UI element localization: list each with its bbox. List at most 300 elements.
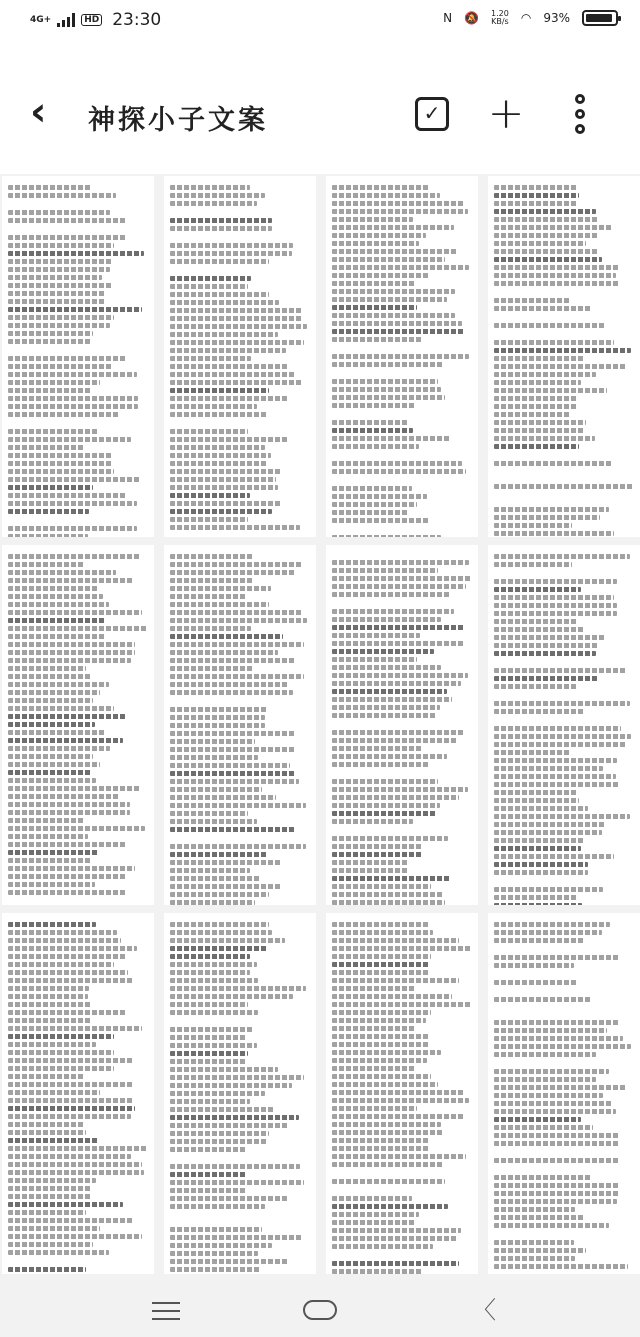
note-text-line	[494, 1264, 628, 1269]
note-text-line	[8, 922, 96, 927]
note-text-line	[8, 874, 127, 879]
note-text-line	[494, 1077, 596, 1082]
note-text-line	[332, 494, 427, 499]
note-text-line	[8, 594, 103, 599]
note-text-line	[8, 1218, 133, 1223]
note-text-line	[332, 568, 438, 573]
note-text-line	[170, 493, 250, 498]
note-text-line	[170, 884, 281, 889]
note-text-line	[170, 1267, 261, 1272]
note-text-line	[494, 579, 617, 584]
note-text-line	[332, 469, 466, 474]
note-text-line	[170, 193, 265, 198]
note-text-line	[170, 876, 261, 881]
note-text-line	[494, 484, 633, 489]
select-button[interactable]	[412, 94, 452, 134]
note-text-line	[332, 233, 426, 238]
note-text-line	[170, 811, 248, 816]
note-text-line	[494, 356, 585, 361]
note-text-line	[170, 938, 285, 943]
note-text-line	[170, 501, 281, 506]
note-text-line	[170, 185, 250, 190]
note-text-line	[332, 962, 430, 967]
note-text-line	[8, 762, 100, 767]
note-text-line	[332, 584, 466, 589]
note-text-line	[170, 827, 296, 832]
note-text-line	[332, 705, 440, 710]
note-card[interactable]	[2, 913, 154, 1274]
note-text-line	[494, 1199, 617, 1204]
note-text-line	[494, 854, 614, 859]
note-text-line	[332, 249, 458, 254]
status-right	[443, 10, 618, 26]
note-text-line	[170, 429, 248, 434]
note-text-line	[332, 978, 459, 983]
note-text-line	[8, 882, 95, 887]
note-text-line	[494, 1175, 592, 1180]
note-text-line	[494, 1085, 627, 1090]
note-text-line	[332, 868, 409, 873]
note-text-line	[170, 755, 258, 760]
note-text-line	[8, 267, 110, 272]
note-text-line	[170, 1243, 272, 1248]
note-text-line	[170, 930, 272, 935]
note-text-line	[8, 493, 126, 498]
note-text-line	[170, 1259, 288, 1264]
note-text-line	[8, 946, 137, 951]
note-text-line	[494, 1133, 619, 1138]
note-text-line	[494, 265, 620, 270]
note-text-line	[8, 283, 113, 288]
note-text-line	[332, 657, 417, 662]
add-button[interactable]	[486, 88, 526, 139]
note-text-line	[332, 337, 423, 342]
note-text-line	[8, 978, 133, 983]
note-text-line	[8, 618, 105, 623]
note-text-line	[8, 485, 93, 490]
note-text-line	[332, 1162, 443, 1167]
note-text-line	[170, 707, 268, 712]
note-text-line	[494, 193, 579, 198]
note-text-line	[332, 641, 465, 646]
note-text-line	[332, 289, 455, 294]
note-text-line	[170, 356, 251, 361]
note-card[interactable]	[326, 545, 478, 906]
note-text-line	[494, 1069, 609, 1074]
note-text-line	[170, 340, 304, 345]
note-text-line	[8, 1130, 86, 1135]
note-text-line	[332, 436, 451, 441]
note-text-line	[170, 554, 254, 559]
note-text-line	[8, 1042, 96, 1047]
note-text-line	[332, 1138, 430, 1143]
note-card[interactable]	[2, 176, 154, 537]
note-text-line	[332, 486, 412, 491]
note-text-line	[170, 300, 279, 305]
note-text-line	[170, 1164, 300, 1169]
note-text-line	[332, 510, 409, 515]
note-text-line	[170, 1083, 292, 1088]
note-text-line	[170, 461, 268, 466]
note-text-line	[170, 259, 269, 264]
note-text-line	[170, 412, 267, 417]
note-text-line	[494, 306, 591, 311]
note-text-line	[494, 955, 620, 960]
note-text-line	[8, 1058, 133, 1063]
note-text-line	[494, 611, 617, 616]
note-text-line	[494, 895, 577, 900]
note-text-line	[332, 1261, 459, 1266]
note-text-line	[332, 1236, 458, 1241]
note-text-line	[170, 1188, 247, 1193]
note-text-line	[170, 469, 282, 474]
note-text-line	[494, 635, 605, 640]
note-text-line	[170, 1172, 247, 1177]
note-text-line	[8, 461, 113, 466]
note-text-line	[332, 387, 441, 392]
note-text-line	[494, 603, 617, 608]
note-text-line	[494, 185, 577, 190]
note-text-line	[332, 922, 430, 927]
note-text-line	[332, 217, 413, 222]
note-text-line	[8, 1106, 135, 1111]
note-text-line	[332, 518, 429, 523]
note-card[interactable]	[488, 545, 640, 906]
note-text-line	[170, 731, 295, 736]
note-text-line	[494, 742, 627, 747]
note-text-line	[494, 233, 599, 238]
note-text-line	[494, 257, 602, 262]
note-text-line	[170, 276, 251, 281]
note-text-line	[8, 534, 88, 537]
app-bar	[0, 44, 640, 174]
note-text-line	[332, 665, 441, 670]
note-text-line	[8, 850, 98, 855]
note-text-line	[8, 562, 85, 567]
note-text-line	[170, 284, 248, 289]
note-text-line	[332, 281, 416, 286]
note-text-line	[332, 1130, 443, 1135]
note-card[interactable]	[164, 176, 316, 537]
note-text-line	[170, 1196, 288, 1201]
note-card[interactable]	[488, 913, 640, 1274]
note-text-line	[494, 372, 596, 377]
note-text-line	[8, 1034, 114, 1039]
note-text-line	[8, 1186, 91, 1191]
note-text-line	[494, 814, 630, 819]
network-speed: 1.20 KB/s	[491, 9, 509, 26]
note-text-line	[170, 1251, 258, 1256]
note-text-line	[494, 930, 602, 935]
note-text-line	[494, 1117, 581, 1122]
note-text-line	[8, 754, 93, 759]
note-card[interactable]	[164, 545, 316, 906]
status-left	[30, 10, 161, 30]
note-text-line	[8, 235, 127, 240]
note-text-line	[8, 388, 92, 393]
note-text-line	[332, 930, 433, 935]
note-text-line	[8, 1114, 131, 1119]
more-dot-icon	[575, 94, 585, 104]
note-text-line	[8, 658, 131, 663]
note-text-line	[494, 838, 585, 843]
note-text-line	[332, 1074, 431, 1079]
note-text-line	[170, 1059, 247, 1064]
note-text-line	[8, 1090, 100, 1095]
note-text-line	[170, 682, 289, 687]
note-text-line	[332, 681, 461, 686]
note-text-line	[8, 364, 112, 369]
note-text-line	[494, 436, 595, 441]
note-text-line	[494, 225, 613, 230]
note-text-line	[332, 633, 420, 638]
note-text-line	[8, 1178, 96, 1183]
note-text-line	[332, 938, 459, 943]
note-text-line	[494, 790, 577, 795]
plus-icon: +	[487, 88, 525, 139]
note-text-line	[8, 970, 128, 975]
note-text-line	[494, 774, 616, 779]
note-text-line	[8, 339, 91, 344]
note-text-line	[494, 997, 591, 1002]
note-text-line	[170, 946, 268, 951]
note-text-line	[8, 650, 135, 655]
note-text-line	[494, 870, 588, 875]
note-text-line	[8, 356, 126, 361]
note-text-line	[494, 963, 574, 968]
note-text-line	[332, 1082, 438, 1087]
note-text-line	[332, 1212, 419, 1217]
note-text-line	[8, 586, 99, 591]
note-text-line	[8, 706, 114, 711]
note-text-line	[8, 1010, 126, 1015]
note-text-line	[332, 852, 422, 857]
note-text-line	[332, 209, 468, 214]
note-text-line	[494, 420, 586, 425]
note-text-line	[494, 1044, 631, 1049]
note-text-line	[494, 1223, 609, 1228]
note-text-line	[170, 1147, 247, 1152]
note-text-line	[8, 501, 137, 506]
note-text-line	[332, 201, 464, 206]
note-text-line	[332, 1034, 430, 1039]
note-text-line	[494, 1240, 574, 1245]
battery-percent: 93%	[543, 11, 570, 25]
note-text-line	[494, 822, 605, 827]
note-text-line	[494, 1125, 593, 1130]
hd-badge: HD	[81, 14, 102, 26]
note-text-line	[332, 738, 458, 743]
note-text-line	[494, 887, 603, 892]
note-text-line	[8, 858, 92, 863]
note-text-line	[494, 862, 588, 867]
note-text-line	[332, 795, 459, 800]
note-card[interactable]	[326, 913, 478, 1274]
note-text-line	[332, 697, 452, 702]
note-text-line	[332, 428, 413, 433]
checkbox-icon: ✓	[415, 97, 449, 131]
note-card[interactable]	[164, 913, 316, 1274]
note-text-line	[8, 866, 135, 871]
note-text-line	[8, 994, 88, 999]
note-text-line	[332, 1220, 415, 1225]
note-text-line	[332, 403, 415, 408]
note-card[interactable]	[326, 176, 478, 537]
note-text-line	[494, 562, 572, 567]
note-text-line	[170, 316, 303, 321]
note-text-line	[170, 900, 255, 905]
note-text-line	[332, 900, 445, 905]
note-text-line	[8, 185, 92, 190]
note-text-line	[494, 1191, 619, 1196]
note-text-line	[494, 643, 599, 648]
note-text-line	[494, 428, 585, 433]
note-text-line	[332, 1042, 429, 1047]
note-text-line	[8, 1250, 109, 1255]
note-text-line	[494, 1215, 585, 1220]
note-text-line	[332, 185, 430, 190]
note-text-line	[494, 1101, 612, 1106]
note-text-line	[8, 412, 119, 417]
note-text-line	[494, 249, 599, 254]
note-text-line	[170, 1099, 250, 1104]
note-text-line	[170, 1107, 274, 1112]
note-text-line	[494, 273, 616, 278]
note-text-line	[8, 1234, 142, 1239]
note-text-line	[494, 1141, 620, 1146]
note-text-line	[170, 1180, 304, 1185]
chevron-left-icon[interactable]: ‹	[30, 89, 47, 135]
note-text-line	[332, 241, 419, 246]
note-text-line	[8, 698, 93, 703]
note-text-line	[494, 507, 609, 512]
note-text-line	[8, 746, 110, 751]
note-text-line	[494, 651, 596, 656]
note-text-line	[494, 734, 631, 739]
note-text-line	[8, 1194, 91, 1199]
note-text-line	[8, 570, 116, 575]
more-button[interactable]	[560, 94, 600, 134]
note-text-line	[170, 364, 288, 369]
note-text-line	[8, 1154, 131, 1159]
note-text-line	[332, 1154, 466, 1159]
note-text-line	[170, 978, 258, 983]
more-dot-icon	[575, 109, 585, 119]
note-text-line	[8, 243, 114, 248]
note-text-line	[170, 218, 272, 223]
note-text-line	[332, 1058, 427, 1063]
note-text-line	[8, 275, 102, 280]
note-text-line	[170, 994, 293, 999]
note-text-line	[8, 666, 86, 671]
note-text-line	[8, 786, 140, 791]
clock: 23:30	[112, 10, 162, 30]
note-text-line	[8, 682, 109, 687]
note-text-line	[332, 329, 464, 334]
note-text-line	[170, 453, 271, 458]
note-text-line	[332, 1018, 426, 1023]
note-card[interactable]	[488, 176, 640, 537]
notes-grid	[0, 176, 640, 1274]
note-text-line	[8, 938, 121, 943]
note-card[interactable]	[2, 545, 154, 906]
menu-icon[interactable]	[152, 1302, 180, 1320]
note-text-line	[8, 323, 110, 328]
note-text-line	[332, 502, 417, 507]
home-pill-icon[interactable]	[303, 1300, 337, 1320]
note-text-line	[8, 526, 137, 531]
note-text-line	[332, 1002, 471, 1007]
note-text-line	[8, 259, 112, 264]
note-text-line	[332, 265, 469, 270]
note-text-line	[8, 193, 116, 198]
note-text-line	[170, 404, 257, 409]
note-text-line	[8, 396, 138, 401]
note-text-line	[170, 803, 306, 808]
note-text-line	[170, 779, 299, 784]
note-text-line	[494, 209, 596, 214]
note-text-line	[170, 348, 286, 353]
note-text-line	[170, 1131, 269, 1136]
note-text-line	[494, 938, 585, 943]
note-text-line	[8, 554, 140, 559]
note-text-line	[8, 842, 126, 847]
note-text-line	[494, 980, 577, 985]
note-text-line	[170, 562, 303, 567]
note-text-line	[8, 218, 126, 223]
note-text-line	[8, 986, 89, 991]
note-text-line	[494, 412, 571, 417]
note-text-line	[8, 1267, 86, 1272]
note-text-line	[8, 1026, 142, 1031]
note-text-line	[332, 395, 445, 400]
page-title: 神探小子文案	[88, 105, 268, 136]
note-text-line	[494, 595, 614, 600]
back-arrow-icon[interactable]: 〈	[472, 1296, 496, 1324]
note-text-line	[332, 787, 468, 792]
note-text-line	[8, 962, 114, 967]
note-text-line	[494, 798, 579, 803]
note-text-line	[8, 578, 133, 583]
note-text-line	[494, 396, 577, 401]
note-text-line	[494, 461, 612, 466]
note-text-line	[8, 1074, 85, 1079]
note-text-line	[170, 1002, 248, 1007]
note-text-line	[494, 323, 605, 328]
note-text-line	[170, 372, 296, 377]
note-text-line	[494, 846, 581, 851]
note-text-line	[170, 626, 251, 631]
note-text-line	[332, 844, 423, 849]
more-dot-icon	[575, 124, 585, 134]
note-text-line	[332, 461, 462, 466]
note-text-line	[494, 444, 579, 449]
note-text-line	[8, 634, 106, 639]
note-text-line	[332, 754, 447, 759]
note-text-line	[494, 281, 619, 286]
note-text-line	[170, 594, 247, 599]
system-nav-bar	[0, 1292, 640, 1337]
mute-icon: 🔕	[464, 11, 480, 25]
note-text-line	[332, 1050, 441, 1055]
note-text-line	[332, 884, 431, 889]
note-text-line	[170, 666, 253, 671]
note-text-line	[494, 1028, 607, 1033]
note-text-line	[8, 445, 85, 450]
note-text-line	[170, 771, 296, 776]
note-text-line	[332, 1106, 417, 1111]
note-text-line	[170, 690, 293, 695]
